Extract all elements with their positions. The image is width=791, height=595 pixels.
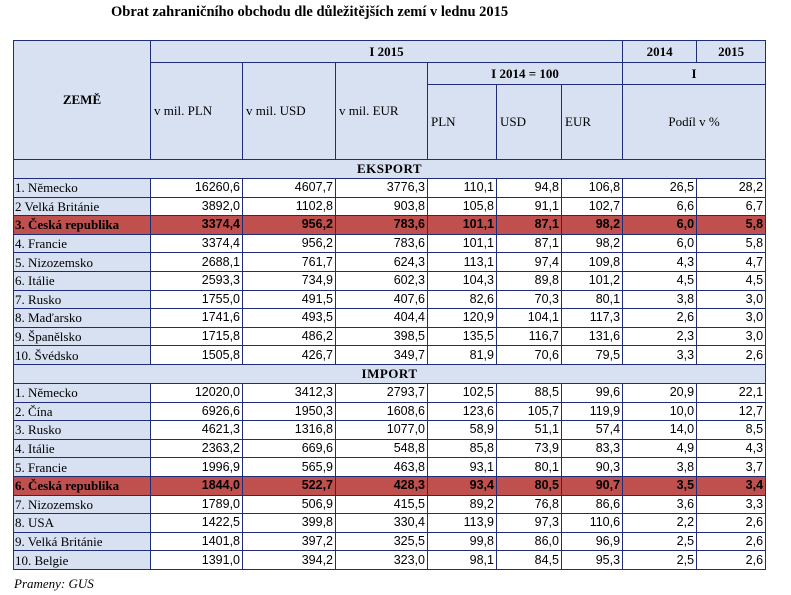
usd-value-cell: 399,8 xyxy=(243,514,336,533)
usd-value-cell: 669,6 xyxy=(243,439,336,458)
usd-value-cell: 4607,7 xyxy=(243,179,336,198)
share-2015-cell: 6,7 xyxy=(697,197,766,216)
usd-value-cell: 394,2 xyxy=(243,551,336,570)
share-2015-cell: 4,3 xyxy=(697,439,766,458)
index-eur-cell: 119,9 xyxy=(562,402,623,421)
share-2014-cell: 2,5 xyxy=(623,532,697,551)
share-2014-cell: 3,3 xyxy=(623,346,697,365)
share-2015-cell: 2,6 xyxy=(697,514,766,533)
share-2015-cell: 12,7 xyxy=(697,402,766,421)
index-usd-cell: 116,7 xyxy=(497,327,562,346)
import-row xyxy=(14,421,766,440)
index-eur-cell: 131,6 xyxy=(562,327,623,346)
pln-value-cell: 1996,9 xyxy=(151,458,243,477)
index-eur-cell: 83,3 xyxy=(562,439,623,458)
trade-table xyxy=(13,40,766,570)
usd-value-cell: 506,9 xyxy=(243,495,336,514)
country-cell: 4. Itálie xyxy=(14,439,151,458)
header-pln-value: v mil. PLN xyxy=(151,63,243,160)
usd-value-cell: 397,2 xyxy=(243,532,336,551)
header-index-usd: USD xyxy=(497,85,562,160)
index-eur-cell: 96,9 xyxy=(562,532,623,551)
index-pln-cell: 93,1 xyxy=(428,458,497,477)
eur-value-cell: 548,8 xyxy=(336,439,428,458)
header-index-pln: PLN xyxy=(428,85,497,160)
pln-value-cell: 1422,5 xyxy=(151,514,243,533)
import-row xyxy=(14,514,766,533)
pln-value-cell: 1505,8 xyxy=(151,346,243,365)
export-row xyxy=(14,197,766,216)
share-2014-cell: 6,0 xyxy=(623,216,697,235)
index-eur-cell: 98,2 xyxy=(562,216,623,235)
index-usd-cell: 76,8 xyxy=(497,495,562,514)
country-cell: 9. Velká Británie xyxy=(14,532,151,551)
usd-value-cell: 1102,8 xyxy=(243,197,336,216)
header-index: I 2014 = 100 xyxy=(428,63,623,85)
share-2015-cell: 5,8 xyxy=(697,234,766,253)
header-month: I xyxy=(623,63,766,85)
country-cell: 9. Španělsko xyxy=(14,327,151,346)
eur-value-cell: 602,3 xyxy=(336,271,428,290)
index-pln-cell: 110,1 xyxy=(428,179,497,198)
country-cell: 6. Česká republika xyxy=(14,476,151,495)
index-pln-cell: 105,8 xyxy=(428,197,497,216)
index-eur-cell: 80,1 xyxy=(562,290,623,309)
country-cell: 10. Švédsko xyxy=(14,346,151,365)
export-row xyxy=(14,309,766,328)
share-2014-cell: 4,3 xyxy=(623,253,697,272)
export-row xyxy=(14,327,766,346)
import-row xyxy=(14,551,766,570)
import-section xyxy=(14,364,766,569)
usd-value-cell: 565,9 xyxy=(243,458,336,477)
export-row xyxy=(14,290,766,309)
index-usd-cell: 70,3 xyxy=(497,290,562,309)
share-2015-cell: 3,4 xyxy=(697,476,766,495)
eur-value-cell: 325,5 xyxy=(336,532,428,551)
country-cell: 6. Itálie xyxy=(14,271,151,290)
pln-value-cell: 3374,4 xyxy=(151,216,243,235)
country-cell: 8. USA xyxy=(14,514,151,533)
export-row xyxy=(14,216,766,235)
usd-value-cell: 493,5 xyxy=(243,309,336,328)
share-2015-cell: 3,7 xyxy=(697,458,766,477)
index-usd-cell: 70,6 xyxy=(497,346,562,365)
index-usd-cell: 87,1 xyxy=(497,216,562,235)
index-eur-cell: 98,2 xyxy=(562,234,623,253)
country-cell: 2 Velká Británie xyxy=(14,197,151,216)
usd-value-cell: 956,2 xyxy=(243,234,336,253)
header-year-2015: 2015 xyxy=(697,41,766,63)
share-2014-cell: 4,9 xyxy=(623,439,697,458)
share-2015-cell: 3,0 xyxy=(697,309,766,328)
index-eur-cell: 79,5 xyxy=(562,346,623,365)
share-2014-cell: 2,5 xyxy=(623,551,697,570)
share-2014-cell: 3,5 xyxy=(623,476,697,495)
usd-value-cell: 522,7 xyxy=(243,476,336,495)
share-2014-cell: 14,0 xyxy=(623,421,697,440)
header-year-2014: 2014 xyxy=(623,41,697,63)
index-pln-cell: 101,1 xyxy=(428,234,497,253)
share-2014-cell: 3,6 xyxy=(623,495,697,514)
share-2015-cell: 28,2 xyxy=(697,179,766,198)
header-period: I 2015 xyxy=(151,41,623,63)
eur-value-cell: 330,4 xyxy=(336,514,428,533)
index-pln-cell: 104,3 xyxy=(428,271,497,290)
index-usd-cell: 105,7 xyxy=(497,402,562,421)
usd-value-cell: 1316,8 xyxy=(243,421,336,440)
share-2015-cell: 4,5 xyxy=(697,271,766,290)
country-cell: 5. Nizozemsko xyxy=(14,253,151,272)
index-usd-cell: 51,1 xyxy=(497,421,562,440)
country-cell: 10. Belgie xyxy=(14,551,151,570)
section-export-label: EKSPORT xyxy=(14,160,766,179)
export-row xyxy=(14,234,766,253)
index-usd-cell: 88,5 xyxy=(497,383,562,402)
index-usd-cell: 97,3 xyxy=(497,514,562,533)
eur-value-cell: 415,5 xyxy=(336,495,428,514)
pln-value-cell: 1755,0 xyxy=(151,290,243,309)
index-eur-cell: 102,7 xyxy=(562,197,623,216)
pln-value-cell: 1391,0 xyxy=(151,551,243,570)
index-pln-cell: 98,1 xyxy=(428,551,497,570)
index-pln-cell: 93,4 xyxy=(428,476,497,495)
usd-value-cell: 761,7 xyxy=(243,253,336,272)
index-usd-cell: 80,1 xyxy=(497,458,562,477)
share-2015-cell: 22,1 xyxy=(697,383,766,402)
index-usd-cell: 91,1 xyxy=(497,197,562,216)
index-pln-cell: 123,6 xyxy=(428,402,497,421)
eur-value-cell: 407,6 xyxy=(336,290,428,309)
index-pln-cell: 113,1 xyxy=(428,253,497,272)
usd-value-cell: 1950,3 xyxy=(243,402,336,421)
country-cell: 3. Rusko xyxy=(14,421,151,440)
index-eur-cell: 57,4 xyxy=(562,421,623,440)
eur-value-cell: 398,5 xyxy=(336,327,428,346)
usd-value-cell: 3412,3 xyxy=(243,383,336,402)
eur-value-cell: 624,3 xyxy=(336,253,428,272)
header-share: Podíl v % xyxy=(623,85,766,160)
header-country: ZEMĚ xyxy=(14,41,151,160)
index-eur-cell: 101,2 xyxy=(562,271,623,290)
index-eur-cell: 110,6 xyxy=(562,514,623,533)
index-usd-cell: 73,9 xyxy=(497,439,562,458)
country-cell: 7. Rusko xyxy=(14,290,151,309)
share-2014-cell: 20,9 xyxy=(623,383,697,402)
pln-value-cell: 16260,6 xyxy=(151,179,243,198)
index-eur-cell: 117,3 xyxy=(562,309,623,328)
pln-value-cell: 2363,2 xyxy=(151,439,243,458)
index-pln-cell: 113,9 xyxy=(428,514,497,533)
index-usd-cell: 89,8 xyxy=(497,271,562,290)
share-2015-cell: 2,6 xyxy=(697,532,766,551)
country-cell: 1. Německo xyxy=(14,383,151,402)
share-2014-cell: 6,0 xyxy=(623,234,697,253)
index-usd-cell: 84,5 xyxy=(497,551,562,570)
eur-value-cell: 783,6 xyxy=(336,216,428,235)
usd-value-cell: 426,7 xyxy=(243,346,336,365)
section-import-label: IMPORT xyxy=(14,364,766,383)
export-row xyxy=(14,271,766,290)
index-pln-cell: 99,8 xyxy=(428,532,497,551)
index-usd-cell: 104,1 xyxy=(497,309,562,328)
index-pln-cell: 135,5 xyxy=(428,327,497,346)
index-usd-cell: 80,5 xyxy=(497,476,562,495)
share-2014-cell: 2,6 xyxy=(623,309,697,328)
share-2015-cell: 3,3 xyxy=(697,495,766,514)
share-2015-cell: 8,5 xyxy=(697,421,766,440)
pln-value-cell: 1789,0 xyxy=(151,495,243,514)
index-eur-cell: 90,7 xyxy=(562,476,623,495)
header-eur-value: v mil. EUR xyxy=(336,63,428,160)
export-section xyxy=(14,160,766,365)
country-cell: 5. Francie xyxy=(14,458,151,477)
pln-value-cell: 3892,0 xyxy=(151,197,243,216)
share-2015-cell: 5,8 xyxy=(697,216,766,235)
pln-value-cell: 6926,6 xyxy=(151,402,243,421)
pln-value-cell: 1715,8 xyxy=(151,327,243,346)
eur-value-cell: 1077,0 xyxy=(336,421,428,440)
eur-value-cell: 783,6 xyxy=(336,234,428,253)
pln-value-cell: 2593,3 xyxy=(151,271,243,290)
header-index-eur: EUR xyxy=(562,85,623,160)
country-cell: 7. Nizozemsko xyxy=(14,495,151,514)
index-eur-cell: 99,6 xyxy=(562,383,623,402)
index-usd-cell: 97,4 xyxy=(497,253,562,272)
page-title: Obrat zahraničního obchodu dle důležitějších zemí v lednu 2015 xyxy=(111,4,509,20)
eur-value-cell: 349,7 xyxy=(336,346,428,365)
import-row xyxy=(14,495,766,514)
index-pln-cell: 89,2 xyxy=(428,495,497,514)
index-usd-cell: 86,0 xyxy=(497,532,562,551)
country-cell: 3. Česká republika xyxy=(14,216,151,235)
country-cell: 1. Německo xyxy=(14,179,151,198)
share-2015-cell: 3,0 xyxy=(697,290,766,309)
pln-value-cell: 1844,0 xyxy=(151,476,243,495)
country-cell: 4. Francie xyxy=(14,234,151,253)
eur-value-cell: 903,8 xyxy=(336,197,428,216)
import-row xyxy=(14,402,766,421)
export-row xyxy=(14,179,766,198)
import-row xyxy=(14,476,766,495)
index-eur-cell: 95,3 xyxy=(562,551,623,570)
source-note: Prameny: GUS xyxy=(14,576,94,591)
eur-value-cell: 404,4 xyxy=(336,309,428,328)
index-eur-cell: 90,3 xyxy=(562,458,623,477)
eur-value-cell: 463,8 xyxy=(336,458,428,477)
eur-value-cell: 323,0 xyxy=(336,551,428,570)
index-usd-cell: 87,1 xyxy=(497,234,562,253)
import-row xyxy=(14,458,766,477)
index-pln-cell: 102,5 xyxy=(428,383,497,402)
index-eur-cell: 109,8 xyxy=(562,253,623,272)
index-pln-cell: 58,9 xyxy=(428,421,497,440)
share-2014-cell: 2,3 xyxy=(623,327,697,346)
export-row xyxy=(14,253,766,272)
import-row xyxy=(14,439,766,458)
index-pln-cell: 82,6 xyxy=(428,290,497,309)
export-row xyxy=(14,346,766,365)
index-eur-cell: 86,6 xyxy=(562,495,623,514)
pln-value-cell: 4621,3 xyxy=(151,421,243,440)
index-pln-cell: 120,9 xyxy=(428,309,497,328)
usd-value-cell: 486,2 xyxy=(243,327,336,346)
pln-value-cell: 1741,6 xyxy=(151,309,243,328)
share-2014-cell: 26,5 xyxy=(623,179,697,198)
share-2015-cell: 4,7 xyxy=(697,253,766,272)
pln-value-cell: 2688,1 xyxy=(151,253,243,272)
usd-value-cell: 956,2 xyxy=(243,216,336,235)
share-2015-cell: 2,6 xyxy=(697,551,766,570)
share-2014-cell: 4,5 xyxy=(623,271,697,290)
usd-value-cell: 491,5 xyxy=(243,290,336,309)
share-2014-cell: 3,8 xyxy=(623,290,697,309)
eur-value-cell: 3776,3 xyxy=(336,179,428,198)
eur-value-cell: 2793,7 xyxy=(336,383,428,402)
index-usd-cell: 94,8 xyxy=(497,179,562,198)
share-2014-cell: 10,0 xyxy=(623,402,697,421)
pln-value-cell: 1401,8 xyxy=(151,532,243,551)
import-row xyxy=(14,532,766,551)
header-usd-value: v mil. USD xyxy=(243,63,336,160)
import-row xyxy=(14,383,766,402)
share-2014-cell: 6,6 xyxy=(623,197,697,216)
share-2015-cell: 2,6 xyxy=(697,346,766,365)
pln-value-cell: 3374,4 xyxy=(151,234,243,253)
usd-value-cell: 734,9 xyxy=(243,271,336,290)
index-pln-cell: 85,8 xyxy=(428,439,497,458)
country-cell: 8. Maďarsko xyxy=(14,309,151,328)
share-2015-cell: 3,0 xyxy=(697,327,766,346)
eur-value-cell: 428,3 xyxy=(336,476,428,495)
index-pln-cell: 81,9 xyxy=(428,346,497,365)
share-2014-cell: 3,8 xyxy=(623,458,697,477)
eur-value-cell: 1608,6 xyxy=(336,402,428,421)
country-cell: 2. Čína xyxy=(14,402,151,421)
share-2014-cell: 2,2 xyxy=(623,514,697,533)
index-pln-cell: 101,1 xyxy=(428,216,497,235)
pln-value-cell: 12020,0 xyxy=(151,383,243,402)
index-eur-cell: 106,8 xyxy=(562,179,623,198)
